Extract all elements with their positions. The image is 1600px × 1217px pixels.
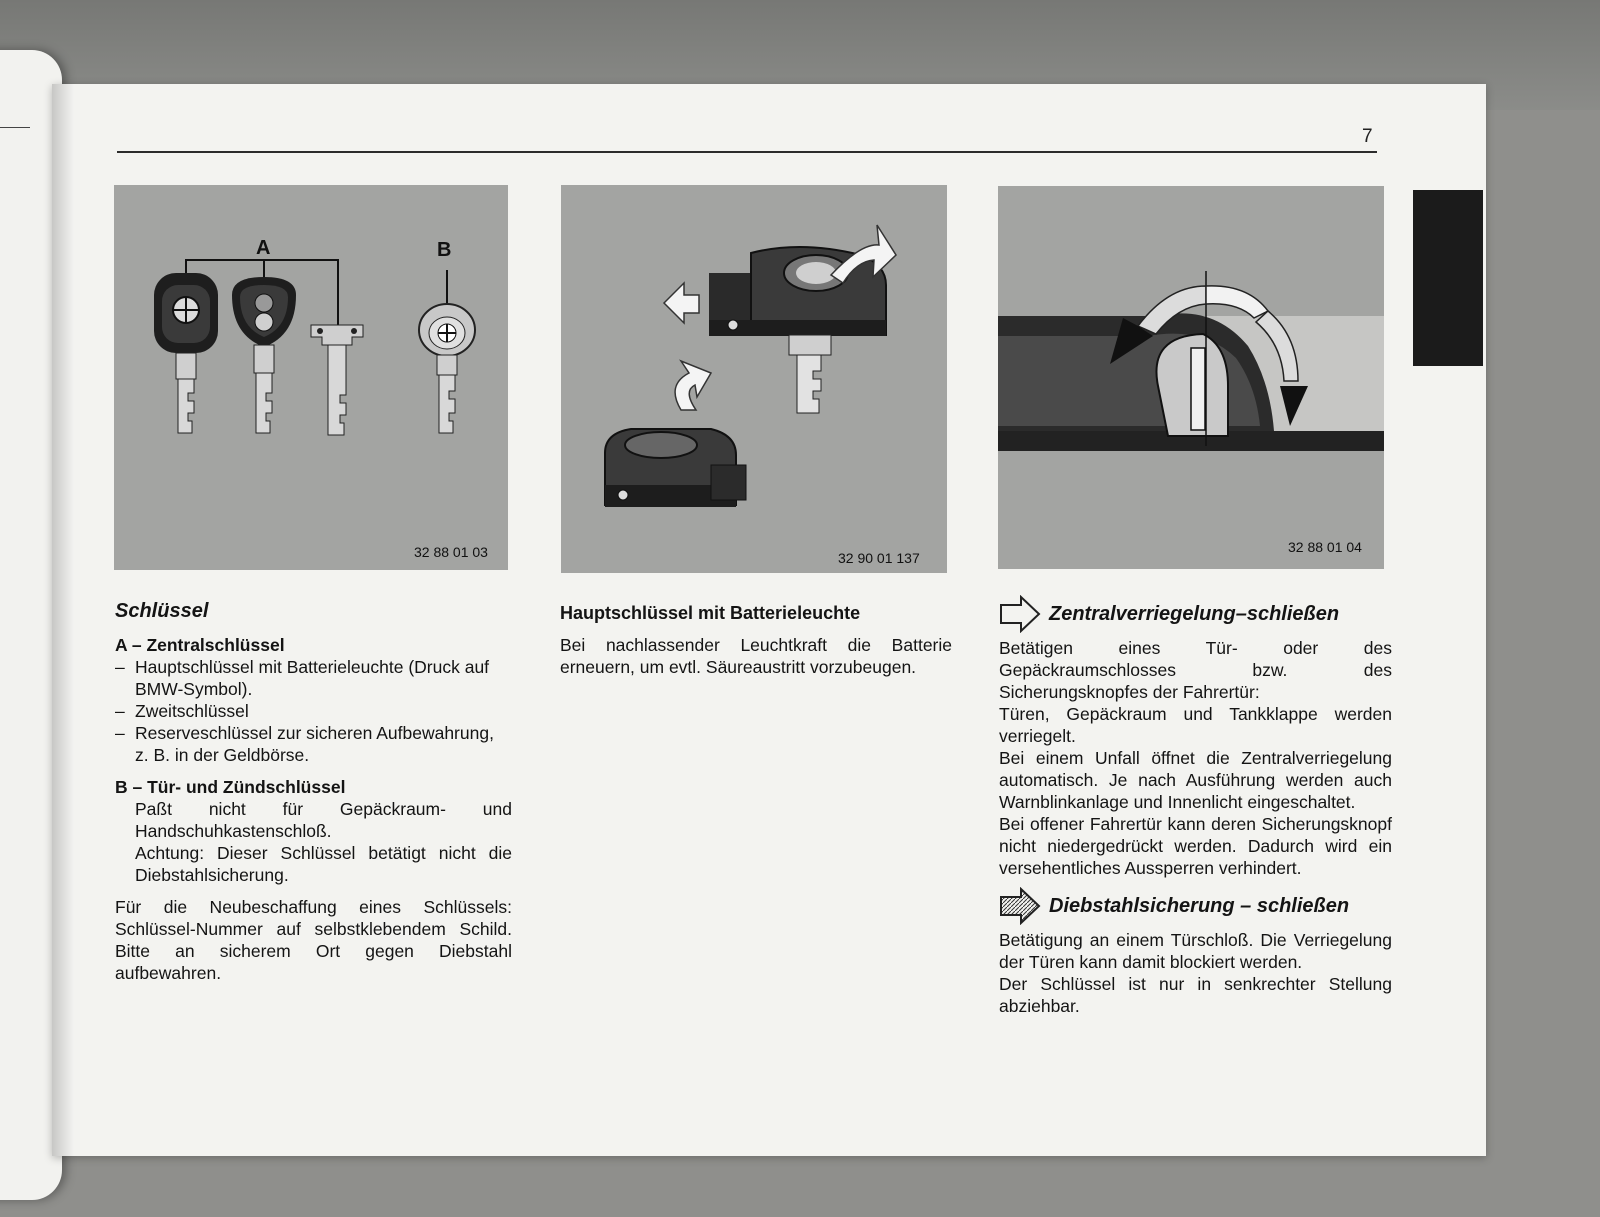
list-item [115,700,512,722]
door-key-text: Paßt nicht für Gepäckraum- und Handschuhkastenschloß. [135,799,512,841]
key-label-b: B [437,239,452,261]
list-item [115,722,512,766]
list-dash: – [115,657,125,677]
key-label-a: A [256,237,271,259]
keys-section [115,600,512,984]
keys-illustration [114,185,508,570]
section-title: Diebstahlsicherung – schließen [1049,895,1350,917]
rotate-right-arrow-icon [1206,286,1268,318]
figure-code: 32 90 01 137 [838,550,920,566]
paragraph: Türen, Gepäckraum und Tankklappe werden verriegelt. [999,704,1392,746]
door-key-heading: B – Tür- und Zündschlüssel [115,777,346,797]
central-locking-heading [999,595,1392,633]
key-a-connector-lines [186,260,447,330]
arrow-hatched-icon [999,887,1041,925]
figure-door-handle [998,186,1384,569]
door-ignition-key-icon [419,304,475,433]
header-rule [117,151,1377,153]
list-item-text: Zweitschlüssel [135,701,249,721]
section-title: Hauptschlüssel mit Batterieleuchte [560,603,861,623]
anti-theft-heading [999,887,1392,925]
door-handle-illustration [998,186,1384,569]
central-key-heading: A – Zentralschlüssel [115,635,285,655]
section-title: Schlüssel [115,600,209,622]
battery-key-section [560,600,952,678]
paragraph: Bei einem Unfall öffnet die Zentralverriegelung automatisch. Je nach Ausführung werden auch Warnblinkanlage und Innenlicht eingeschaltet. [999,748,1392,812]
key-head-open-icon [709,247,886,413]
arrow-outline-icon [999,595,1041,633]
list-dash: – [115,701,125,721]
key-head-closed-icon [605,429,746,507]
battery-text: Bei nachlassender Leuchtkraft die Batterie erneuern, um evtl. Säureaustritt vorzubeugen. [560,635,952,677]
section-title: Zentralverriegelung–schließen [1049,603,1340,625]
replacement-note: Für die Neubeschaffung eines Schlüssels: Schlüssel-Nummer auf selbstklebendem Schild. Bitte an sicherem Ort gegen Diebstahl aufbewahren. [115,897,512,983]
battery-key-illustration [561,185,947,573]
paragraph: Der Schlüssel ist nur in senkrechter Stellung abziehbar. [999,974,1392,1016]
second-key-icon [232,277,296,433]
list-item-text: Reserveschlüssel zur sicheren Aufbewahrung, z. B. in der Geldbörse. [135,723,494,765]
paragraph: Betätigen eines Tür- oder des Gepäckraumschlosses bzw. des Sicherungsknopfes der Fahrertür: [999,638,1392,702]
figure-code: 32 88 01 03 [414,544,488,560]
paragraph: Bei offener Fahrertür kann deren Sicherungsknopf nicht niedergedrückt werden. Dadurch wird ein versehentliches Aussperren verhindert. [999,814,1392,878]
main-key-icon [154,273,218,433]
list-dash: – [115,723,125,743]
previous-page-rule [0,127,30,128]
list-item-text: Hauptschlüssel mit Batterieleuchte (Druck auf BMW-Symbol). [135,657,490,699]
flip-arrow-icon [675,361,711,410]
figure-code: 32 88 01 04 [1288,539,1362,555]
pull-left-arrow-icon [664,283,699,323]
list-item [115,656,512,700]
paragraph: Betätigung an einem Türschloß. Die Verriegelung der Türen kann damit blockiert werden. [999,930,1392,972]
figure-battery-key [561,185,947,573]
chapter-tab-marker [1413,190,1483,366]
spare-key-icon [311,325,363,435]
door-key-warning: Achtung: Dieser Schlüssel betätigt nicht die Diebstahlsicherung. [135,843,512,885]
page-number: 7 [1362,126,1373,147]
figure-keys [114,185,508,570]
page-gutter-shadow [52,84,74,1156]
locking-section [999,595,1392,1017]
